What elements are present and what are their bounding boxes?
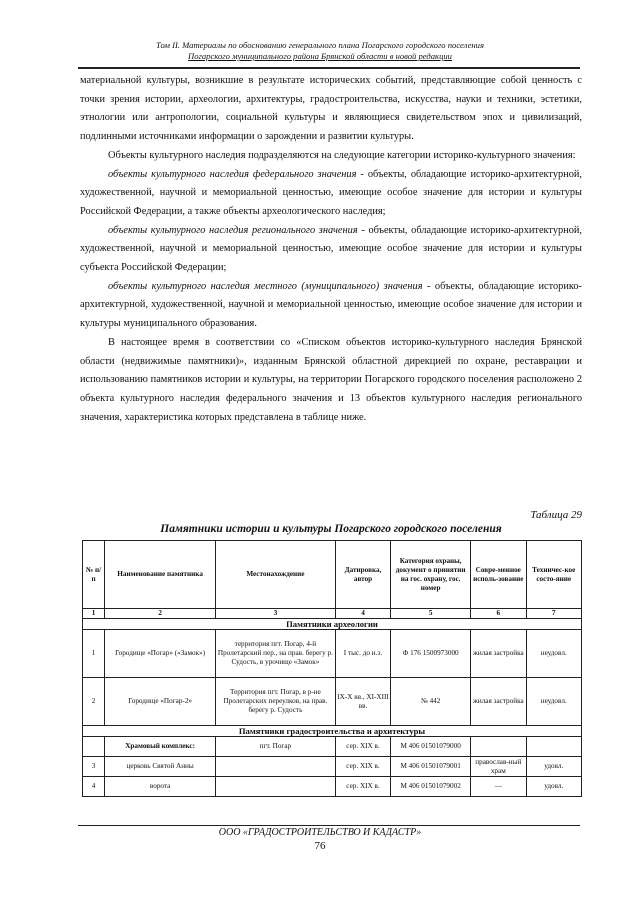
table-row: [83, 777, 582, 797]
monuments-table: [82, 540, 582, 797]
cell-date: IX-X вв., XI-XIII вв.: [335, 678, 390, 726]
cell-num: 1: [83, 630, 105, 678]
col-number: 6: [471, 609, 526, 619]
cell-name: Городище «Погар» («Замок»): [105, 630, 216, 678]
footer-rule: [78, 825, 580, 826]
cell-category: М 406 01501079002: [391, 777, 471, 797]
cell-location: Территория пгт. Погар, в р-не Пролетарских переулков, на прав. берегу р. Судость: [216, 678, 336, 726]
col-header-category: Категория охраны, документ о принятии на гос. охрану, гос. номер: [391, 541, 471, 609]
term-regional: объекты культурного наследия регионального значения: [108, 224, 358, 236]
body-text: [80, 72, 582, 427]
cell-category: № 442: [391, 678, 471, 726]
cell-location: территория пгт. Погар, 4-й Пролетарский пер., на прав. берегу р. Судость, в урочище «Замок»: [216, 630, 336, 678]
term-federal: объекты культурного наследия федерального значения: [108, 168, 357, 180]
cell-condition: удовл.: [526, 757, 582, 777]
paragraph-regional: [80, 222, 582, 278]
col-number: 5: [391, 609, 471, 619]
cell-location: [216, 777, 336, 797]
col-number: 7: [526, 609, 582, 619]
table-row: [83, 757, 582, 777]
paragraph-2: Объекты культурного наследия подразделяются на следующие категории историко-культурного значения:: [108, 149, 576, 161]
table-number: Таблица 29: [530, 509, 582, 521]
cell-location: пгт. Погар: [216, 737, 336, 757]
cell-date: сер. XIX в.: [335, 757, 390, 777]
cell-condition: [526, 737, 582, 757]
cell-use: жилая застройка: [471, 678, 526, 726]
header-rule: [78, 67, 580, 69]
col-header-date: Датировка, автор: [335, 541, 390, 609]
section-architecture: Памятники градостроительства и архитектуры: [83, 726, 582, 737]
table-header-row: [83, 541, 582, 609]
cell-use: жилая застройка: [471, 630, 526, 678]
cell-name: Городище «Погар-2»: [105, 678, 216, 726]
col-header-location: Местонахождение: [216, 541, 336, 609]
col-header-name: Наименование памятника: [105, 541, 216, 609]
cell-num: 3: [83, 757, 105, 777]
col-header-use: Совре-менное исполь-зование: [471, 541, 526, 609]
paragraph-1: материальной культуры, возникшие в результате исторических событий, представляющие собой ценность с точки зрения истории, археологии, архитектуры, градостроительства, искусства, науки и техники, эстетики, этнологии или антропологии, социальной культуры и являющиеся свидетельством эпох и цивилизаций, подлинными источниками информации о зарождении и развитии культуры.: [80, 75, 582, 143]
cell-name: Храмовый комплекс:: [105, 737, 216, 757]
section-row-architecture: [83, 726, 582, 737]
footer-org: ООО «ГРАДОСТРОИТЕЛЬСТВО И КАДАСТР»: [218, 827, 422, 838]
paragraph-federal: [80, 166, 582, 222]
text-local: - объекты, обладающие историко-архитектурной, художественной, научной и мемориальной ценностью, имеющие особое значение для истории и культуры муниципального образования.: [80, 280, 582, 330]
header-line-2: Погарского муниципального района Брянской области в новой редакции: [188, 51, 452, 61]
cell-use: православ-ный храм: [471, 757, 526, 777]
cell-condition: удовл.: [526, 777, 582, 797]
cell-date: сер. XIX в.: [335, 737, 390, 757]
cell-category: М 406 01501079001: [391, 757, 471, 777]
table-title: Памятники истории и культуры Погарского городского поселения: [160, 523, 502, 535]
running-header: [40, 40, 600, 62]
section-archaeology: Памятники археологии: [83, 619, 582, 630]
cell-date: сер. XIX в.: [335, 777, 390, 797]
section-row-archaeology: [83, 619, 582, 630]
col-header-num: № п/п: [83, 541, 105, 609]
table-row: [83, 678, 582, 726]
cell-category: Ф 176 1500973000: [391, 630, 471, 678]
cell-use: —: [471, 777, 526, 797]
table-row: [83, 630, 582, 678]
cell-category: М 406 01501079000: [391, 737, 471, 757]
cell-name: церковь Святой Анны: [105, 757, 216, 777]
text-regional: - объекты, обладающие историко-архитектурной, художественной, научной и мемориальной ценностью, имеющие особое значение для истории и культуры субъекта Российской Федерации;: [80, 224, 582, 274]
cell-condition: неудовл.: [526, 630, 582, 678]
col-number: 2: [105, 609, 216, 619]
table-row: [83, 737, 582, 757]
cell-date: I тыс. до н.э.: [335, 630, 390, 678]
col-number: 1: [83, 609, 105, 619]
paragraph-6: В настоящее время в соответствии со «Списком объектов историко-культурного наследия Брянской области (недвижимые памятники)», изданным Брянской областной дирекцией по охране, реставрации и использованию памятников истории и культуры, на территории Погарского городского поселения расположено 2 объекта культурного наследия федерального значения и 13 объектов культурного наследия регионального значения, характеристика которых представлена в таблице ниже.: [80, 336, 582, 423]
col-header-condition: Техничес-кое состо-яние: [526, 541, 582, 609]
cell-use: [471, 737, 526, 757]
column-number-row: [83, 609, 582, 619]
text-federal: - объекты, обладающие историко-архитектурной, художественной, научной и мемориальной ценностью, имеющие особое значение для истории и культуры Российской Федерации, а также объекты археологического наследия;: [80, 168, 582, 217]
cell-name: ворота: [105, 777, 216, 797]
paragraph-local: [80, 278, 582, 334]
cell-condition: неудовл.: [526, 678, 582, 726]
col-number: 3: [216, 609, 336, 619]
cell-num: 2: [83, 678, 105, 726]
cell-num: 4: [83, 777, 105, 797]
cell-location: [216, 757, 336, 777]
page-number: 76: [314, 840, 326, 852]
term-local: объекты культурного наследия местного (муниципального) значения: [108, 280, 423, 292]
cell-num: [83, 737, 105, 757]
header-line-1: Том II. Материалы по обоснованию генерального плана Погарского городского поселения: [156, 40, 484, 50]
col-number: 4: [335, 609, 390, 619]
